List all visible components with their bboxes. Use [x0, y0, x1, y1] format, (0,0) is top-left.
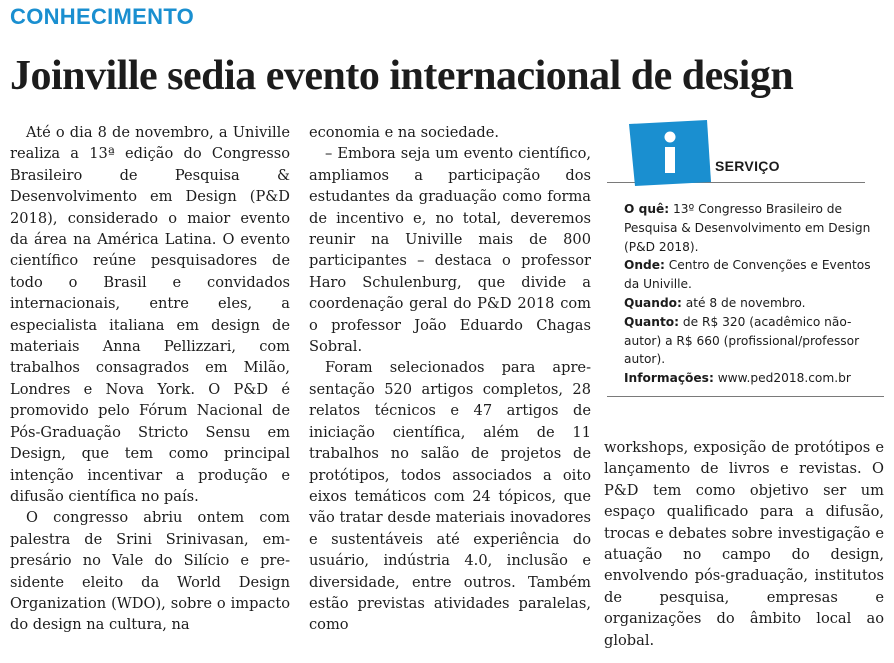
info-value[interactable]: www.ped2018.com.br [717, 371, 851, 386]
paragraph: – Embora seja um evento científico, ampliamos a participação dos estudantes da graduação como forma de incentivo e, no total, deveremos reunir na Univille mais de 800 participantes – destaca o professor Haro Schulenburg, que divide a coordenação geral do P&D 2018 com o professor João Eduardo Chagas Sobral. [309, 145, 591, 356]
paragraph: economia e na sociedade. [309, 124, 500, 141]
article-column-1 [10, 122, 290, 636]
servico-box [607, 120, 884, 396]
article-column-3 [604, 437, 884, 651]
info-label: Quando: [624, 295, 682, 310]
article-column-2 [309, 122, 591, 636]
section-label: CONHECIMENTO [10, 4, 195, 29]
servico-title: SERVIÇO [715, 158, 780, 174]
info-item-price [624, 313, 884, 369]
info-label: Informações: [624, 371, 714, 386]
info-value: de R$ 320 (acadêmico não-autor) a R$ 660 (profissional/professor autor). [624, 314, 860, 367]
info-value: Centro de Convenções e Eventos da Univille. [624, 258, 871, 292]
servico-info [624, 200, 884, 388]
paragraph: Foram selecionados para apresentação 520 artigos completos, 28 relatos técnicos e 47 artigos de iniciação científica, além de 11 trabalhos no salão de projetos de protótipos, todos associados a oito eixos temáticos com 24 tópicos, que vão tratar desde materiais inovadores e sustentáveis até experiência do usuário, indústria 4.0, inclusão e diversidade, entre outros. Também estão previstas atividades paralelas, como [309, 359, 591, 634]
headline: Joinville sedia evento internacional de design [10, 53, 794, 99]
info-item-website [624, 369, 884, 388]
paragraph: Até o dia 8 de novembro, a Univille realiza a 13ª edição do Congresso Brasileiro de Pesquisa & Desenvolvimento em Design (P&D 2018), considerado o maior evento da área na América Latina. O evento científico reúne pesquisadores de todo o Brasil e convidados internacionais, entre eles, a especialista italiana em design de materiais Anna Pellizzari, com trabalhos consagrados em Milão, Londres e Nova York. O P&D é promovido pelo Fórum Nacional de Pós-Graduação Stricto Sensu em Design, que tem como principal intenção incentivar a produção e difusão científica no país. [10, 124, 290, 505]
info-item-when [624, 294, 884, 313]
divider [607, 396, 884, 397]
info-label: O quê: [624, 202, 670, 216]
info-item-what [624, 200, 884, 256]
paragraph: workshops, exposição de protótipos e lançamento de livros e revistas. O P&D tem como objetivo ser um espaço qualificado para a difusão, trocas e debates sobre investigação e atuação no campo do design, envolvendo pós-graduação, institutos de pesquisa, empresas e organizações do âmbito local ao global. [604, 439, 884, 649]
info-value: 13º Congresso Brasileiro de Pesquisa & Desenvolvimento em Design (P&D 2018). [624, 202, 871, 254]
info-label: Onde: [624, 258, 665, 273]
info-item-where [624, 256, 884, 294]
info-value: até 8 de novembro. [685, 295, 806, 310]
paragraph: O congresso abriu ontem com palestra de Srini Srinivasan, empresário no Vale do Silício e presidente eleito da World Design Organization (WDO), sobre o impacto do design na cultura, na [10, 509, 290, 634]
info-label: Quanto: [624, 314, 680, 329]
info-icon [627, 120, 711, 186]
